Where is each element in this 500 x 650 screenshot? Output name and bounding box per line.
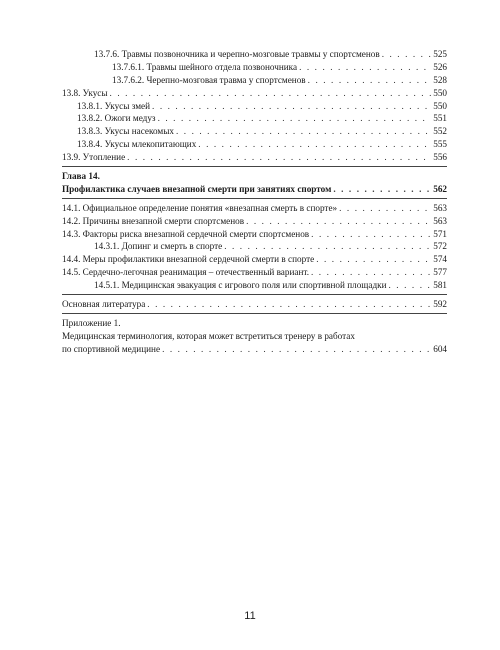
toc-entry-title: 13.8.1. Укусы змей <box>77 100 151 111</box>
toc-entry-page: 604 <box>433 343 447 354</box>
toc-entry <box>62 151 447 164</box>
toc-entry-title: 13.8. Укусы <box>62 87 108 98</box>
toc-leader-dots <box>127 151 431 164</box>
toc-leader-dots <box>311 266 431 279</box>
toc-entry-title: 13.7.6. Травмы позвоночника и черепно-мозговые травмы у спортсменов <box>94 49 380 59</box>
divider <box>62 198 447 199</box>
toc-leader-dots <box>224 240 431 253</box>
toc-leader-dots <box>162 343 431 356</box>
toc-entry-page: 556 <box>433 152 447 163</box>
toc-entry <box>62 266 447 279</box>
toc-entry-title: 14.5. Сердечно-легочная реанимация – отечественный вариант. <box>62 267 310 278</box>
toc-entry <box>62 125 447 138</box>
toc-entry <box>62 74 447 87</box>
divider <box>62 294 447 295</box>
toc-entry-title: 13.7.6.1. Травмы шейного отдела позвоночника <box>112 61 298 72</box>
appendix-label: Приложение 1. <box>62 317 121 328</box>
toc-leader-dots <box>333 183 431 196</box>
toc-entry-page: 563 <box>433 215 447 226</box>
toc-entry-page: 571 <box>433 228 447 239</box>
toc-entry-page: 572 <box>433 241 447 252</box>
toc-entry-title: 14.5.1. Медицинская эвакуация с игрового поля или спортивной площадки <box>94 280 387 291</box>
toc-entry-page: 528 <box>433 74 447 85</box>
toc-leader-dots <box>316 253 431 266</box>
toc-entry-page: 555 <box>433 139 447 150</box>
toc-entry-title: 14.4. Меры профилактики внезапной сердечной смерти в спорте <box>62 254 315 265</box>
toc-leader-dots <box>176 125 431 138</box>
table-of-contents <box>62 48 447 356</box>
toc-entry <box>62 100 447 113</box>
toc-entry-title: 14.1. Официальное определение понятия «внезапная смерть в спорте» <box>62 202 338 213</box>
toc-entry-literature <box>62 298 447 311</box>
toc-entry-page: 550 <box>433 100 447 111</box>
toc-entry-page: 525 <box>433 49 447 59</box>
toc-entry-title: 13.8.2. Ожоги медуз <box>77 113 156 124</box>
toc-entry-page: 592 <box>433 299 447 310</box>
toc-entry-page: 552 <box>433 126 447 137</box>
toc-leader-dots <box>299 61 431 74</box>
toc-entry-title: 13.8.4. Укусы млекопитающих <box>77 139 197 150</box>
toc-leader-dots <box>339 202 431 215</box>
toc-entry <box>62 112 447 125</box>
chapter-label: Глава 14. <box>62 171 100 182</box>
toc-leader-dots <box>158 112 432 125</box>
toc-entry <box>62 48 447 61</box>
toc-leader-dots <box>198 138 431 151</box>
toc-entry-page: 563 <box>433 202 447 213</box>
toc-entry-page: 562 <box>433 183 447 194</box>
toc-entry-page: 581 <box>433 280 447 291</box>
toc-entry <box>62 138 447 151</box>
page-number: 11 <box>244 610 256 622</box>
toc-entry <box>62 279 447 292</box>
toc-entry-appendix <box>62 343 447 356</box>
toc-entry-page: 551 <box>433 113 447 124</box>
toc-entry-title: 14.3. Факторы риска внезапной сердечной смерти спортсменов <box>62 228 310 239</box>
toc-entry-title: 13.8.3. Укусы насекомых <box>77 126 174 137</box>
toc-entry <box>62 87 447 100</box>
toc-entry-title: 13.9. Утопление <box>62 152 126 163</box>
toc-entry-page: 577 <box>433 267 447 278</box>
toc-leader-dots <box>246 215 431 228</box>
toc-entry-title: 13.7.6.2. Черепно-мозговая травма у спортсменов <box>112 74 306 85</box>
toc-entry-title: 14.2. Причины внезапной смерти спортсменов <box>62 215 245 226</box>
toc-leader-dots <box>389 279 432 292</box>
toc-leader-dots <box>110 87 432 100</box>
toc-entry-page: 550 <box>433 87 447 98</box>
toc-leader-dots <box>147 298 431 311</box>
divider <box>62 313 447 314</box>
toc-leader-dots <box>382 48 432 61</box>
toc-entry <box>62 240 447 253</box>
toc-entry-title: 14.3.1. Допинг и смерть в спорте <box>94 241 223 252</box>
toc-entry <box>62 215 447 228</box>
toc-entry-title: по спортивной медицине <box>62 343 161 354</box>
divider <box>62 166 447 167</box>
toc-entry <box>62 61 447 74</box>
toc-entry-title: Основная литература <box>62 299 146 310</box>
toc-entry-page: 574 <box>433 254 447 265</box>
toc-leader-dots <box>311 228 431 241</box>
toc-entry <box>62 253 447 266</box>
toc-leader-dots <box>308 74 432 87</box>
toc-entry <box>62 202 447 215</box>
toc-leader-dots <box>152 100 431 113</box>
appendix-title-line: Медицинская терминология, которая может встретиться тренеру в работах <box>62 330 355 341</box>
toc-entry <box>62 228 447 241</box>
toc-entry-title: Профилактика случаев внезапной смерти при занятиях спортом <box>62 183 332 194</box>
toc-entry-page: 526 <box>433 61 447 72</box>
chapter-title-entry <box>62 183 447 196</box>
